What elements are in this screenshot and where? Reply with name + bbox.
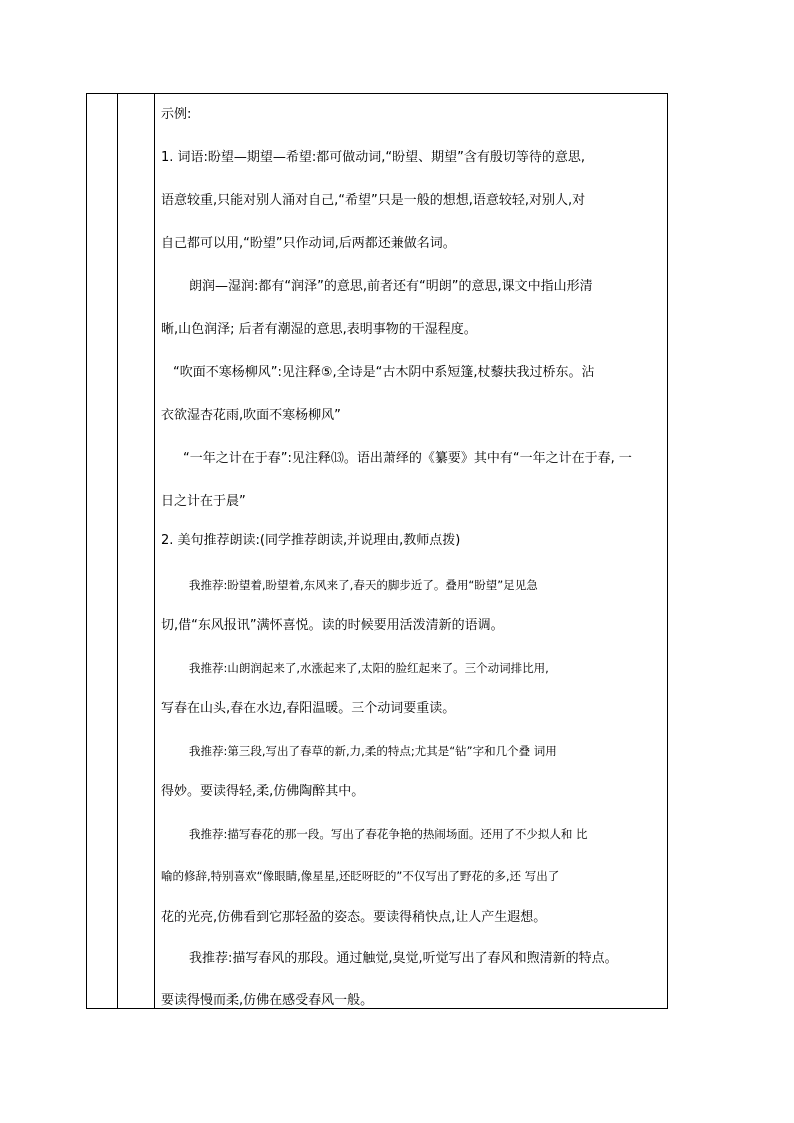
text-line: 我推荐:山朗润起来了,水涨起来了,太阳的脸红起来了。三个动词排比用,	[189, 661, 549, 675]
text-line: 得妙。要读得轻,柔,仿佛陶醉其中。	[161, 784, 365, 799]
text-line: 切,借“东风报讯”满怀喜悦。读的时候要用活泼清新的语调。	[161, 618, 504, 633]
text-line: 要读得慢而柔,仿佛在感受春风一般。	[161, 993, 374, 1008]
text-line: 写春在山头,春在水边,春阳温暖。三个动词要重读。	[161, 701, 456, 716]
text-line: 晰,山色润泽; 后者有潮湿的意思,表明事物的干湿程度。	[161, 322, 477, 337]
text-line: 我推荐:第三段,写出了春草的新,力,柔的特点;尤其是“钻”字和几个叠 词用	[189, 744, 557, 758]
column-divider-2	[154, 94, 155, 1008]
column-divider-1	[117, 94, 118, 1008]
text-line: 1. 词语:盼望—期望—希望:都可做动词,“盼望、期望”含有殷切等待的意思,	[161, 150, 586, 165]
text-line: 我推荐:描写春花的那一段。写出了春花争艳的热闹场面。还用了不少拟人和 比	[189, 827, 588, 841]
text-line: 朗润—湿润:都有“润泽”的意思,前者还有“明朗”的意思,课文中指山形清	[189, 279, 593, 294]
text-line: 语意较重,只能对别人涌对自己,“希望”只是一般的想想,语意较轻,对别人,对	[161, 193, 586, 208]
text-line: 我推荐:描写春风的那段。通过触觉,臭觉,听觉写出了春风和煦清新的特点。	[189, 951, 618, 966]
text-line: 花的光亮,仿佛看到它那轻盈的姿态。要读得稍快点,让人产生遐想。	[161, 910, 547, 925]
text-line: 喻的修辞,特别喜欢“像眼睛,像星星,还眨呀眨的”不仅写出了野花的多,还 写出了	[161, 869, 560, 883]
text-line: 我推荐:盼望着,盼望着,东风来了,春天的脚步近了。叠用“盼望”足见急	[189, 578, 538, 592]
text-line: 示例:	[161, 107, 192, 122]
text-line: “吹面不寒杨柳风”:见注释⑤,全诗是“古木阴中系短篷,杖藜扶我过桥东。沾	[173, 365, 595, 380]
text-line: 2. 美句推荐朗读:(同学推荐朗读,并说理由,教师点拨)	[161, 533, 461, 548]
text-line: 自己都可以用,“盼望”只作动词,后两都还兼做名词。	[161, 236, 456, 251]
text-line: 衣欲湿杏花雨,吹面不寒杨柳风”	[161, 408, 341, 423]
text-line: “一年之计在于春”:见注释⒀。语出萧绎的《纂要》其中有“一年之计在于春, 一	[183, 451, 632, 466]
text-line: 日之计在于晨”	[161, 494, 246, 509]
